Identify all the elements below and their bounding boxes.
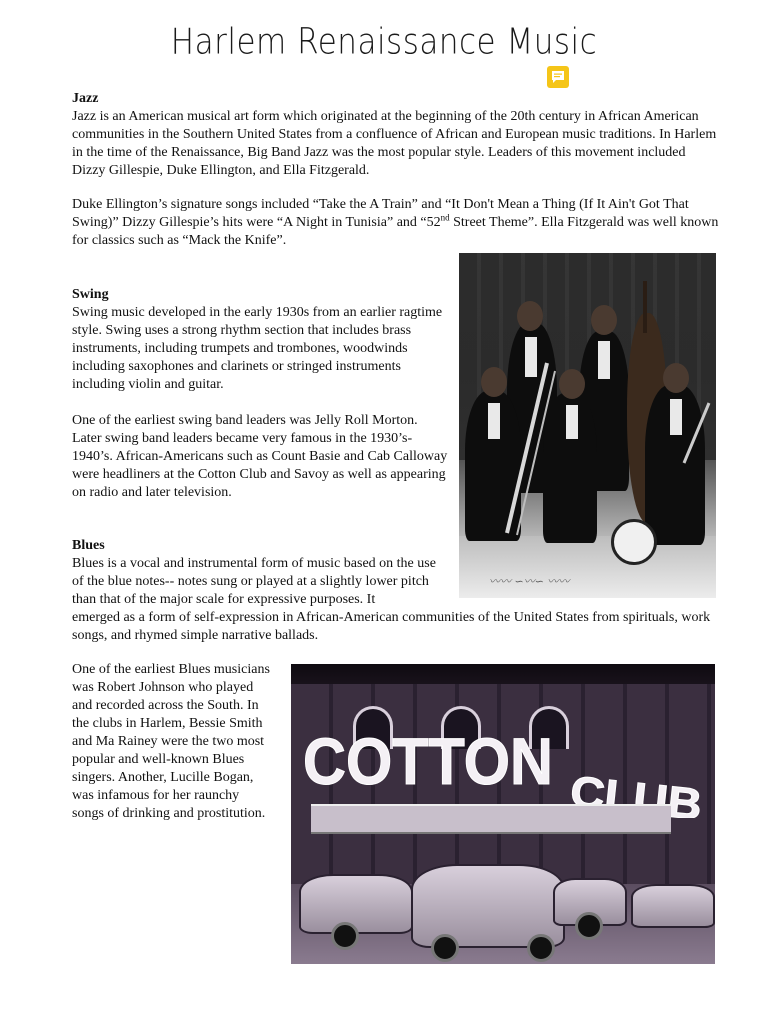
comment-icon[interactable] <box>547 66 569 88</box>
jazz-heading: Jazz <box>72 91 99 106</box>
swing-heading: Swing <box>72 287 109 302</box>
trombone-slide <box>507 363 547 533</box>
car-wheel <box>575 912 603 940</box>
car-wheel <box>431 934 459 962</box>
parked-car <box>299 874 413 934</box>
cotton-club-photo <box>291 664 715 964</box>
jazz-section <box>72 90 722 180</box>
trombone-slide <box>517 371 555 535</box>
sign-word-bottom: CLUB <box>567 767 695 818</box>
blues-heading: Blues <box>72 538 105 553</box>
jazz-band-photo <box>459 253 716 598</box>
club-marquee <box>311 804 671 834</box>
banjo <box>611 519 657 565</box>
ordinal-suffix: nd <box>440 212 450 223</box>
instruments-illustration <box>459 253 716 598</box>
cotton-club-sign <box>299 708 709 818</box>
swing-paragraph-2: One of the earliest swing band leaders was Jelly Roll Morton. Later swing band leaders became very famous in the 1930’s-1940’s. African-Americans such as Count Basie and Cab Calloway were headliners at the Cotton Club and Savoy as well as appearing on radio and later television. <box>72 413 448 500</box>
clarinet <box>684 403 709 463</box>
parked-car <box>631 884 715 928</box>
jazz-paragraph-2 <box>72 196 722 250</box>
car-wheel <box>331 922 359 950</box>
page-title: Harlem Renaissance Music <box>170 21 598 63</box>
sign-word-top: COTTON <box>303 724 553 798</box>
blues-paragraph-1-end: emerged as a form of self-expression in African-American communities of the United States from spirituals, work songs, and rhymed simple narrative ballads. <box>72 610 711 643</box>
jazz-paragraph-1: Jazz is an American musical art form which originated at the beginning of the 20th century in African American communities in the Southern United States from a confluence of African and European music traditions. In Harlem in the time of the Renaissance, Big Band Jazz was the most popular style. Leaders of this movement included Dizzy Gillespie, Duke Ellington, and Ella Fitzgerald. <box>72 109 717 178</box>
swing-section <box>72 286 450 502</box>
blues-section <box>72 537 450 609</box>
swing-paragraph-1: Swing music developed in the early 1930s from an earlier ragtime style. Swing uses a strong rhythm section that includes brass instruments, including trumpets and trombones, woodwinds including saxophones and clarinets or stringed instruments including violin and guitar. <box>72 305 443 392</box>
blues-paragraph-1-continued <box>72 609 722 645</box>
blues-musicians-section <box>72 661 272 823</box>
comment-glyph <box>551 70 565 84</box>
blues-paragraph-2: One of the earliest Blues musicians was Robert Johnson who played and recorded across the South. In the clubs in Harlem, Bessie Smith and Ma Rainey were the two most popular and well-known Blues singers. Another, Lucille Bogan, was infamous for her raunchy songs of drinking and prostitution. <box>72 662 270 821</box>
jazz-songs-section <box>72 196 722 250</box>
blues-paragraph-1-start: Blues is a vocal and instrumental form of music based on the use of the blue notes-- notes sung or played at a slightly lower pitch than that of the major scale for expressive purposes. It <box>72 556 436 607</box>
sign-lettering <box>299 708 709 818</box>
jazz-paragraph-2-start: Duke Ellington’s signature songs included “Take the A Train” and “It Don't Mean a Thing (If It Ain't Got That Swing)” Dizzy Gillespie’s hits were “A Night in Tunisia” and “52 <box>72 197 689 230</box>
jazz-paragraph-2-end: Street Theme”. Ella Fitzgerald was well known for classics such as “Mack the Knife”. <box>72 215 719 248</box>
photo-signature: 〰〰 ∽〰∽ 〰〰 <box>489 575 570 588</box>
car-wheel <box>527 934 555 962</box>
